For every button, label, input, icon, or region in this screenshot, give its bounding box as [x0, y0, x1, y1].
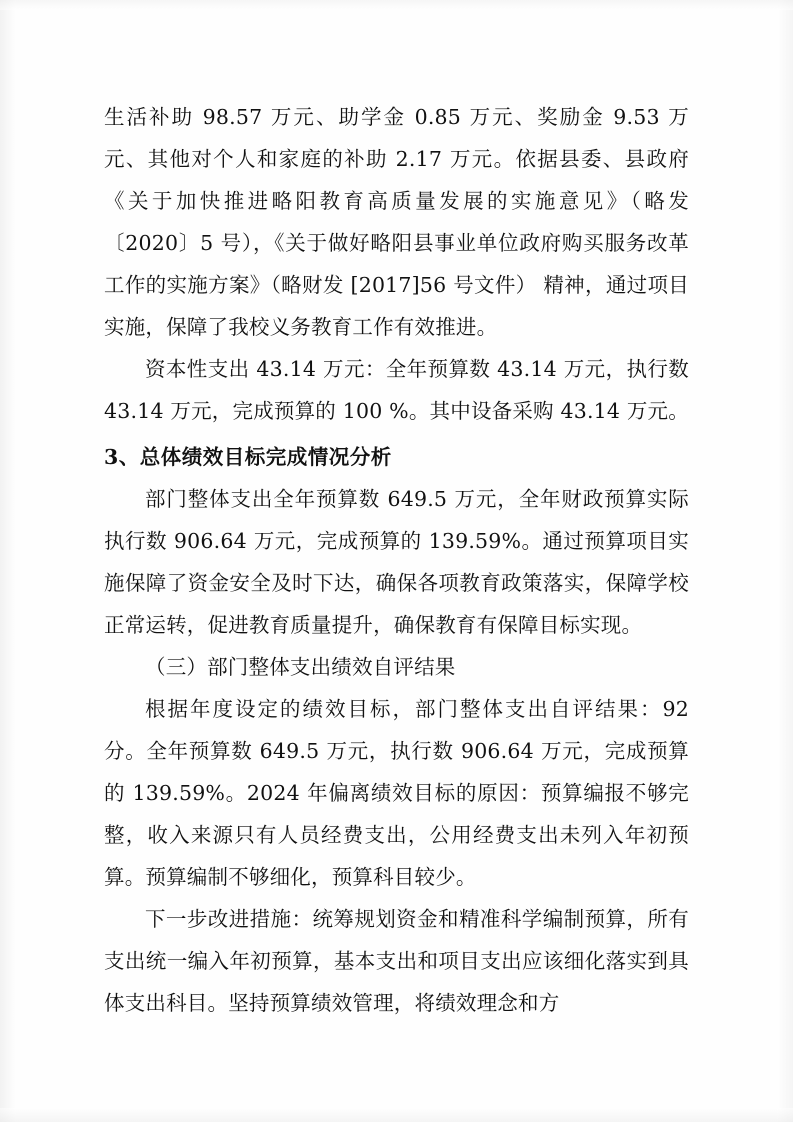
paragraph-overall-performance-analysis: 部门整体支出全年预算数 649.5 万元，全年财政预算实际执行数 906.64 万元，完成预算的 139.59%。通过预算项目实施保障了资金安全及时下达，确保各项教育政策落实，保障学校正常运转，促进教育质量提升，确保教育有保障目标实现。	[104, 487, 689, 637]
paragraph-capital-expenditure: 资本性支出 43.14 万元：全年预算数 43.14 万元，执行数 43.14 万元，完成预算的 100 %。其中设备采购 43.14 万元。	[104, 357, 689, 423]
document-body	[104, 96, 689, 1024]
paragraph-continued-expenditure: 生活补助 98.57 万元、助学金 0.85 万元、奖励金 9.53 万元、其他对个人和家庭的补助 2.17 万元。依据县委、县政府《关于加快推进略阳教育高质量发展的实施意见》（略发〔2020〕5 号），《关于做好略阳县事业单位政府购买服务改革工作的实施方案》（略财发 [2017]56 号文件） 精神，通过项目实施，保障了我校义务教育工作有效推进。	[104, 105, 689, 339]
paragraph-improvement-measures: 下一步改进措施：统筹规划资金和精准科学编制预算，所有支出统一编入年初预算，基本支出和项目支出应该细化落实到具体支出科目。坚持预算绩效管理，将绩效理念和方	[104, 907, 689, 1015]
paragraph-self-evaluation-result: 根据年度设定的绩效目标，部门整体支出自评结果：92 分。全年预算数 649.5 万元，执行数 906.64 万元，完成预算的 139.59%。2024 年偏离绩效目标的原因：预算编报不够完整，收入来源只有人员经费支出，公用经费支出未列入年初预算。预算编制不够细化，预算科目较少。	[104, 697, 689, 889]
page-edge-right	[777, 0, 793, 1122]
page-edge-top	[0, 0, 793, 10]
page-edge-left	[0, 0, 16, 1122]
section-heading-overall-performance: 3、总体绩效目标完成情况分析	[104, 445, 392, 469]
page-edge-bottom	[0, 1108, 793, 1122]
paragraph-subsection-self-evaluation-title: （三）部门整体支出绩效自评结果	[145, 655, 456, 679]
